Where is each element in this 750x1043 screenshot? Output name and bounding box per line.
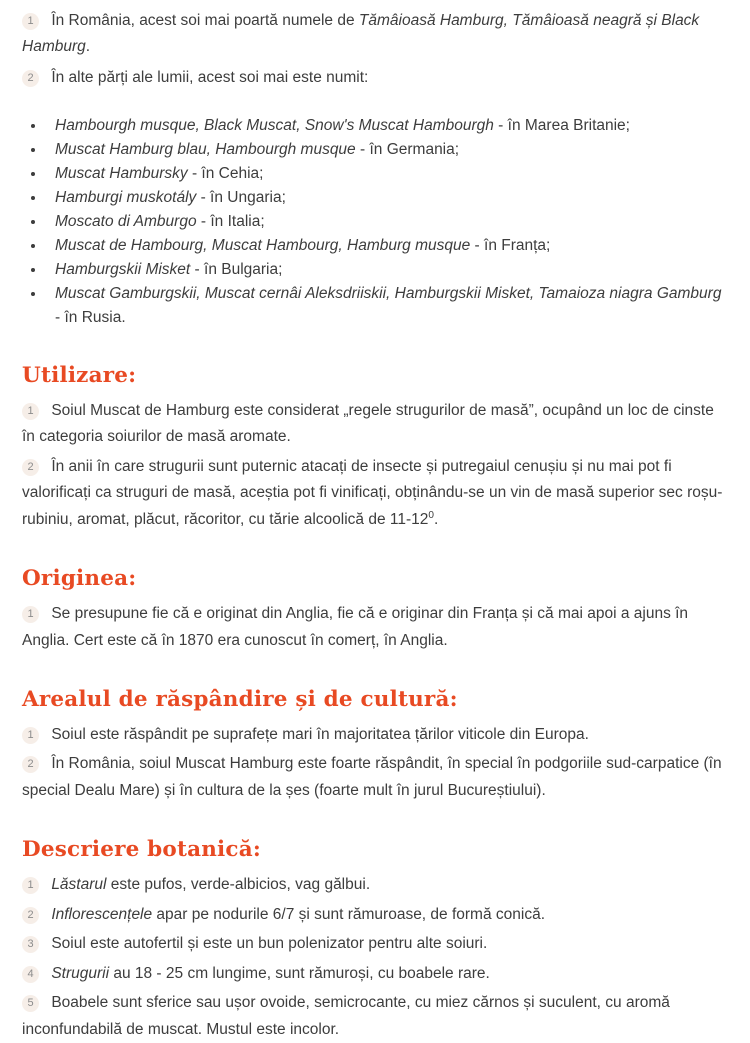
item-text: În anii în care strugurii sunt puternic atacați de insecte și putregaiul cenușiu și nu mai pot fi valorificați ca struguri de masă, aceștia pot fi vinificați, obținându-se un vin de masă superior sec roșu-rubiniu, aromat, plăcut, răcoritor, cu tărie alcoolică de $11-12^0$. xyxy=(22,457,723,528)
synonym-item xyxy=(22,138,728,162)
numbered-item xyxy=(22,398,728,451)
item-number-badge: 1 xyxy=(22,727,39,744)
item-number-badge: 1 xyxy=(22,13,39,30)
item-number-badge: 2 xyxy=(22,459,39,476)
synonym-item xyxy=(22,282,728,330)
item-text: Soiul este autofertil și este un bun polenizator pentru alte soiuri. xyxy=(51,935,488,953)
item-text: Se presupune fie că e originat din Anglia, fie că e originar din Franța și că mai apoi a ajuns în Anglia. Cert este că în 1870 era cunoscut în comerț, în Anglia. xyxy=(22,605,689,649)
numbered-item xyxy=(22,722,728,749)
item-text: În alte părți ale lumii, acest soi mai este numit: xyxy=(51,69,369,86)
synonym-item xyxy=(22,258,728,282)
synonym-item xyxy=(22,234,728,258)
item-text: Muscat Hambursky - în Cehia; xyxy=(55,165,264,182)
item-text: Hamburgi muskotály - în Ungaria; xyxy=(55,189,286,206)
section xyxy=(22,687,728,804)
numbered-item xyxy=(22,961,728,988)
numbered-item xyxy=(22,601,728,654)
item-number-badge: 2 xyxy=(22,70,39,87)
item-text: În România, soiul Muscat Hamburg este foarte răspândit, în special în podgoriile sud-carpatice (în special Dealu Mare) și în cultura de la șes (foarte mult în jurul Bucureștiului). xyxy=(22,755,722,799)
numbered-item xyxy=(22,454,728,534)
section xyxy=(22,837,728,1043)
numbered-item xyxy=(22,872,728,899)
item-number-badge: 3 xyxy=(22,936,39,953)
numbered-item xyxy=(22,8,728,60)
section-title: Originea: xyxy=(22,566,137,592)
item-text: Soiul este răspândit pe suprafețe mari în majoritatea țărilor viticole din Europa. xyxy=(51,725,589,743)
item-text: Inflorescențele apar pe nodurile 6/7 și sunt rămuroase, de formă conică. xyxy=(51,905,546,923)
intro-list xyxy=(22,8,728,91)
item-text: Moscato di Amburgo - în Italia; xyxy=(55,213,265,230)
section-items xyxy=(22,872,728,1043)
synonym-list xyxy=(22,114,728,330)
synonym-item xyxy=(22,114,728,138)
section-title: Arealul de răspândire și de cultură: xyxy=(22,687,458,713)
item-number-badge: 5 xyxy=(22,995,39,1012)
numbered-item xyxy=(22,931,728,958)
section-title: Utilizare: xyxy=(22,363,137,388)
item-text: Muscat Hamburg blau, Hambourgh musque - în Germania; xyxy=(55,141,460,158)
item-text: Muscat Gamburgskii, Muscat cernâi Aleksdriiskii, Hamburgskii Misket, Tamaioza niagra Gamburg - în Rusia. xyxy=(55,285,722,326)
synonym-item xyxy=(22,210,728,234)
item-number-badge: 1 xyxy=(22,877,39,894)
synonym-item xyxy=(22,162,728,186)
section xyxy=(22,566,728,654)
item-number-badge: 2 xyxy=(22,756,39,773)
sections-container xyxy=(22,363,728,1043)
item-text: Soiul Muscat de Hamburg este considerat „regele strugurilor de masă”, ocupând un loc de cinste în categoria soiurilor de masă aromate. xyxy=(22,401,714,446)
section-items xyxy=(22,722,728,805)
section-items xyxy=(22,601,728,654)
item-number-badge: 1 xyxy=(22,606,39,623)
section-items xyxy=(22,398,728,534)
section-title: Descriere botanică: xyxy=(22,837,261,863)
item-text: Boabele sunt sferice sau ușor ovoide, semicrocante, cu miez cărnos și suculent, cu aromă inconfundabilă de muscat. Mustul este incolor. xyxy=(22,994,670,1038)
numbered-item xyxy=(22,990,728,1043)
item-text: Hamburgskii Misket - în Bulgaria; xyxy=(55,261,283,278)
section xyxy=(22,363,728,533)
item-number-badge: 2 xyxy=(22,907,39,924)
item-number-badge: 1 xyxy=(22,403,39,420)
item-text: Hambourgh musque, Black Muscat, Snow's Muscat Hambourgh - în Marea Britanie; xyxy=(55,117,630,134)
item-text: Lăstarul este pufos, verde-albicios, vag gălbui. xyxy=(51,876,371,894)
item-text: Strugurii au 18 - 25 cm lungime, sunt rămuroși, cu boabele rare. xyxy=(51,964,490,982)
numbered-item xyxy=(22,902,728,929)
numbered-item xyxy=(22,751,728,804)
synonym-item xyxy=(22,186,728,210)
item-text: Muscat de Hambourg, Muscat Hambourg, Hamburg musque - în Franța; xyxy=(55,237,551,254)
item-text: În România, acest soi mai poartă numele de Tămâioasă Hamburg, Tămâioasă neagră și Black Hamburg. xyxy=(22,12,700,55)
numbered-item xyxy=(22,65,728,91)
item-number-badge: 4 xyxy=(22,966,39,983)
